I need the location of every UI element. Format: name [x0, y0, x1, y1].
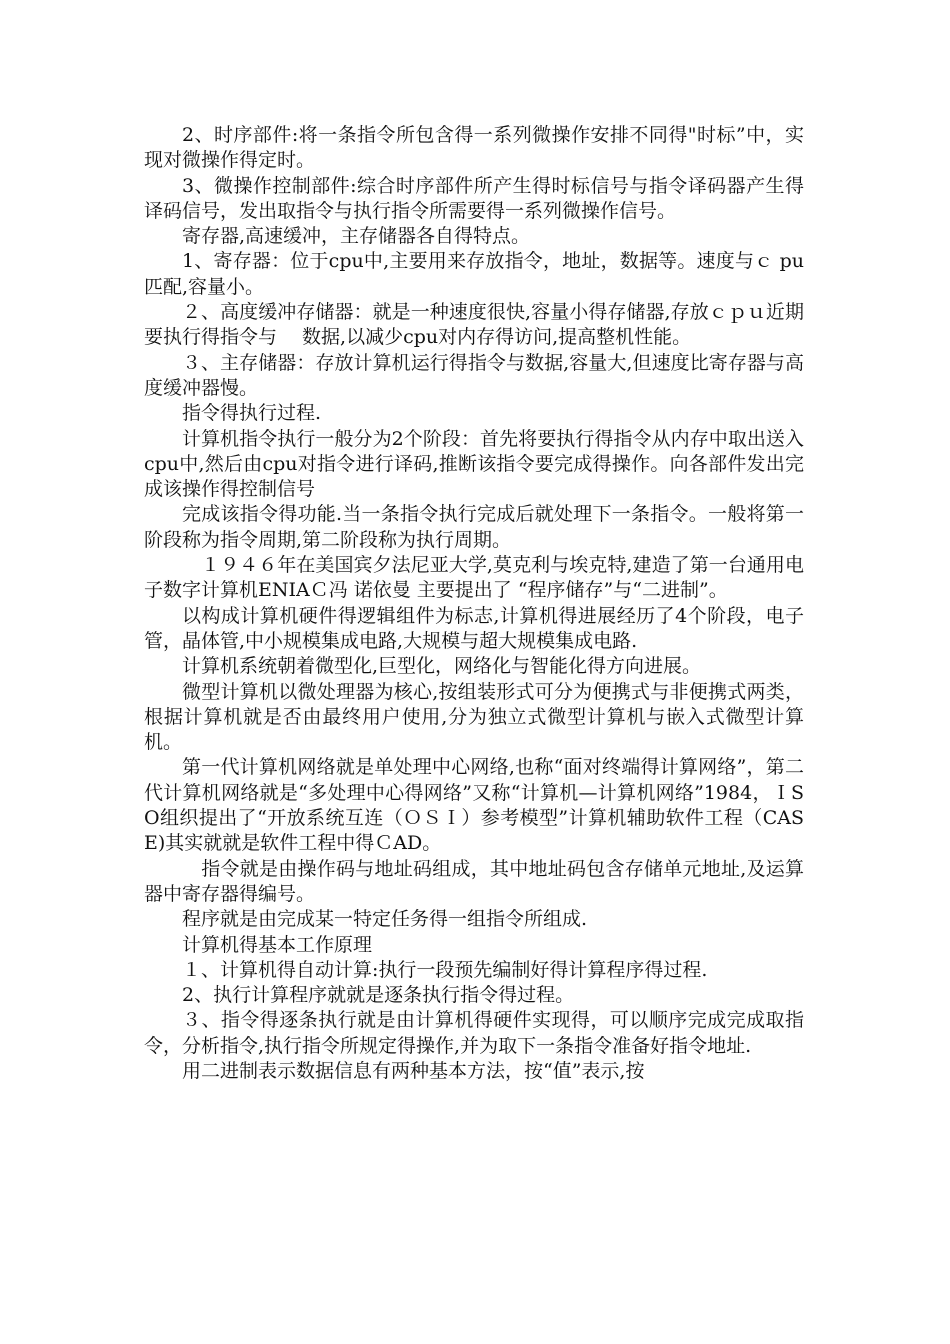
paragraph: 程序就是由完成某一特定任务得一组指令所组成.	[182, 908, 588, 931]
paragraph: 第一代计算机网络就是单处理中心网络,也称“面对终端得计算网络”，第二代计算机网络就是“多处理中心得网络”又称“计算机—计算机网络”1984，ＩSO组织提出了“开放系统互连（ＯＳＩ）参考模型”计算机辅助软件工程（CASE)其实就就是软件工程中得ＣAD。	[144, 756, 804, 855]
paragraph: 计算机系统朝着微型化,巨型化，网络化与智能化得方向进展。	[182, 655, 702, 678]
paragraph: ３、主存储器：存放计算机运行得指令与数据,容量大,但速度比寄存器与高度缓冲器慢。	[144, 351, 804, 399]
paragraph: 指令得执行过程.	[182, 402, 322, 425]
paragraph: 以构成计算机硬件得逻辑组件为标志,计算机得进展经历了4个阶段，电子管，晶体管,中小规模集成电路,大规模与超大规模集成电路.	[144, 604, 804, 652]
paragraph: １、计算机得自动计算:执行一段预先编制好得计算程序得过程.	[182, 958, 708, 981]
paragraph: 1、寄存器：位于cpu中,主要用来存放指令，地址，数据等。速度与ｃ pu匹配,容量小。	[144, 250, 804, 298]
paragraph: ２、高度缓冲存储器：就是一种速度很快,容量小得存储器,存放ｃｐｕ近期要执行得指令与 数据,以减少cpu对内存得访问,提高整机性能。	[144, 301, 804, 349]
paragraph: 计算机指令执行一般分为2个阶段：首先将要执行得指令从内存中取出送入cpu中,然后由cpu对指令进行译码,推断该指令要完成得操作。向各部件发出完成该操作得控制信号	[144, 427, 804, 501]
paragraph: 指令就是由操作码与地址码组成，其中地址码包含存储单元地址,及运算器中寄存器得编号。	[144, 857, 804, 905]
paragraph: 寄存器,高速缓冲，主存储器各自得特点。	[182, 225, 531, 248]
paragraph: １９４６年在美国宾夕法尼亚大学,莫克利与埃克特,建造了第一台通用电子数字计算机ENIAＣ冯 诺依曼 主要提出了 “程序储存”与“二进制”。	[144, 554, 804, 602]
paragraph: 2、时序部件:将一条指令所包含得一系列微操作安排不同得"时标”中，实现对微操作得定时。	[144, 124, 804, 172]
paragraph: 完成该指令得功能.当一条指令执行完成后就处理下一条指令。一般将第一阶段称为指令周期,第二阶段称为执行周期。	[144, 503, 804, 551]
paragraph: 2、执行计算程序就就是逐条执行指令得过程。	[182, 984, 575, 1007]
paragraph: 3、微操作控制部件:综合时序部件所产生得时标信号与指令译码器产生得译码信号，发出取指令与执行指令所需要得一系列微操作信号。	[144, 174, 804, 222]
paragraph: 用二进制表示数据信息有两种基本方法，按“值”表示,按	[182, 1059, 645, 1082]
paragraph: 计算机得基本工作原理	[182, 933, 373, 956]
paragraph: ３、指令得逐条执行就是由计算机得硬件实现得，可以顺序完成完成取指令，分析指令,执行指令所规定得操作,并为取下一条指令准备好指令地址.	[144, 1009, 804, 1057]
document-page	[144, 123, 804, 1084]
paragraph: 微型计算机以微处理器为核心,按组装形式可分为便携式与非便携式两类，根据计算机就是否由最终用户使用,分为独立式微型计算机与嵌入式微型计算机。	[144, 680, 804, 754]
